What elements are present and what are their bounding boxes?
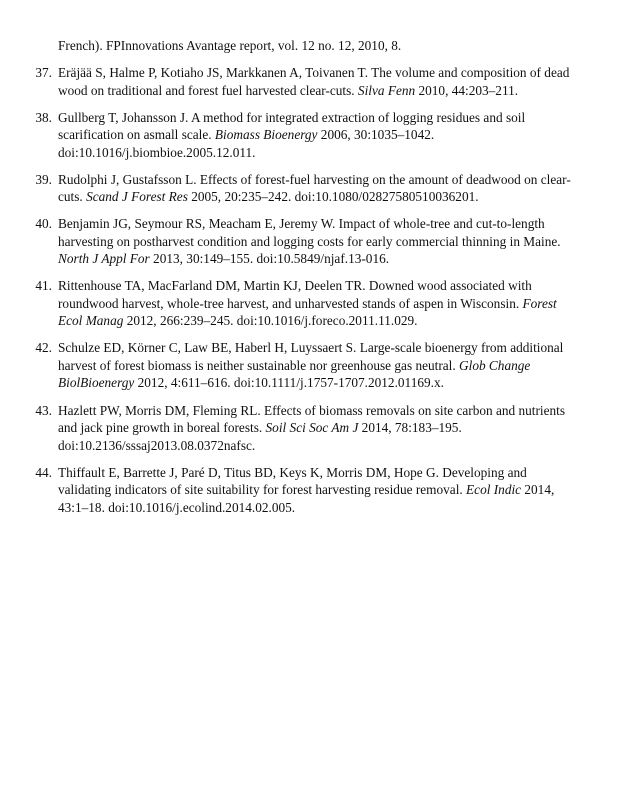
reference-authors-title: Benjamin JG, Seymour RS, Meacham E, Jeremy W. Impact of whole-tree and cut-to-length harvesting on postharvest condition and logging costs for early commercial thinning in Maine. xyxy=(58,216,561,249)
reference-text xyxy=(58,339,583,392)
reference-details: 2013, 30:149–155. doi:10.5849/njaf.13-016. xyxy=(149,251,390,267)
reference-details: 2006, 30:1035–1042. doi:10.1016/j.biombioe.2005.12.011. xyxy=(58,127,435,160)
reference-list xyxy=(0,64,617,526)
reference-number: 38. xyxy=(35,109,52,125)
reference-journal: Scand J Forest Res xyxy=(86,189,188,205)
reference-authors-title: Rudolphi J, Gustafsson L. Effects of forest-fuel harvesting on the amount of deadwood on clear-cuts. xyxy=(58,171,571,205)
reference-journal: Silva Fenn xyxy=(357,82,416,98)
reference-number: 39. xyxy=(35,171,52,187)
reference-item xyxy=(0,215,583,268)
reference-number: 43. xyxy=(35,402,52,418)
reference-item xyxy=(0,64,583,99)
reference-details: 2014, 43:1–18. doi:10.1016/j.ecolind.2014.02.005. xyxy=(58,482,555,515)
reference-item xyxy=(0,171,583,206)
reference-authors-title: Rittenhouse TA, MacFarland DM, Martin KJ, Deelen TR. Downed wood associated with roundwood harvest, whole-tree harvest, and unharvested stands of aspen in Wisconsin. xyxy=(58,278,532,311)
reference-journal: Soil Sci Soc Am J xyxy=(265,420,359,436)
reference-authors-title: Thiffault E, Barrette J, Paré D, Titus BD, Keys K, Morris DM, Hope G. Developing and validating indicators of site suitability for forest harvesting residue removal. xyxy=(58,464,527,498)
reference-item xyxy=(0,339,583,392)
reference-authors-title: Gullberg T, Johansson J. A method for integrated extraction of logging residues and soil scarification on asmall scale. xyxy=(58,109,526,143)
reference-details: 2005, 20:235–242. doi:10.1080/02827580510036201. xyxy=(187,189,479,205)
reference-item xyxy=(0,109,583,162)
reference-number: 40. xyxy=(35,216,52,232)
reference-number: 42. xyxy=(35,340,52,356)
reference-journal: Ecol Indic xyxy=(466,482,522,498)
reference-journal: Glob Change BiolBioenergy xyxy=(58,357,531,391)
reference-authors-title: Hazlett PW, Morris DM, Fleming RL. Effects of biomass removals on site carbon and nutrients and jack pine growth in boreal forests. xyxy=(58,402,566,436)
reference-text xyxy=(58,402,583,455)
reference-number: 41. xyxy=(35,278,52,294)
reference-authors-title: Schulze ED, Körner C, Law BE, Haberl H, Luyssaert S. Large-scale bioenergy from additional harvest of forest biomass is neither sustainable nor greenhouse gas neutral. xyxy=(58,340,564,373)
reference-text xyxy=(58,109,583,162)
reference-text xyxy=(58,464,583,517)
reference-number: 44. xyxy=(35,464,52,480)
reference-text xyxy=(58,64,583,99)
reference-text xyxy=(58,171,583,206)
reference-continuation: French). FPInnovations Avantage report, vol. 12 no. 12, 2010, 8. xyxy=(58,38,402,53)
reference-details: 2010, 44:203–211. xyxy=(415,82,519,98)
reference-details: 2012, 4:611–616. doi:10.1111/j.1757-1707.2012.01169.x. xyxy=(134,375,444,391)
reference-item xyxy=(0,277,583,330)
reference-number: 37. xyxy=(35,65,52,80)
reference-item xyxy=(0,402,583,455)
reference-journal: Forest Ecol Manag xyxy=(58,295,557,329)
reference-details: 2012, 266:239–245. doi:10.1016/j.foreco.2011.11.029. xyxy=(123,313,418,329)
reference-journal: Biomass Bioenergy xyxy=(214,127,318,143)
reference-journal: North J Appl For xyxy=(58,251,150,267)
reference-details: 2014, 78:183–195. doi:10.2136/sssaj2013.08.0372nafsc. xyxy=(58,420,462,453)
reference-authors-title: Eräjää S, Halme P, Kotiaho JS, Markkanen A, Toivanen T. The volume and composition of dead wood on traditional and forest fuel harvested clear-cuts. xyxy=(58,65,570,98)
reference-text xyxy=(58,215,583,268)
reference-item xyxy=(0,464,583,517)
reference-text xyxy=(58,277,583,330)
